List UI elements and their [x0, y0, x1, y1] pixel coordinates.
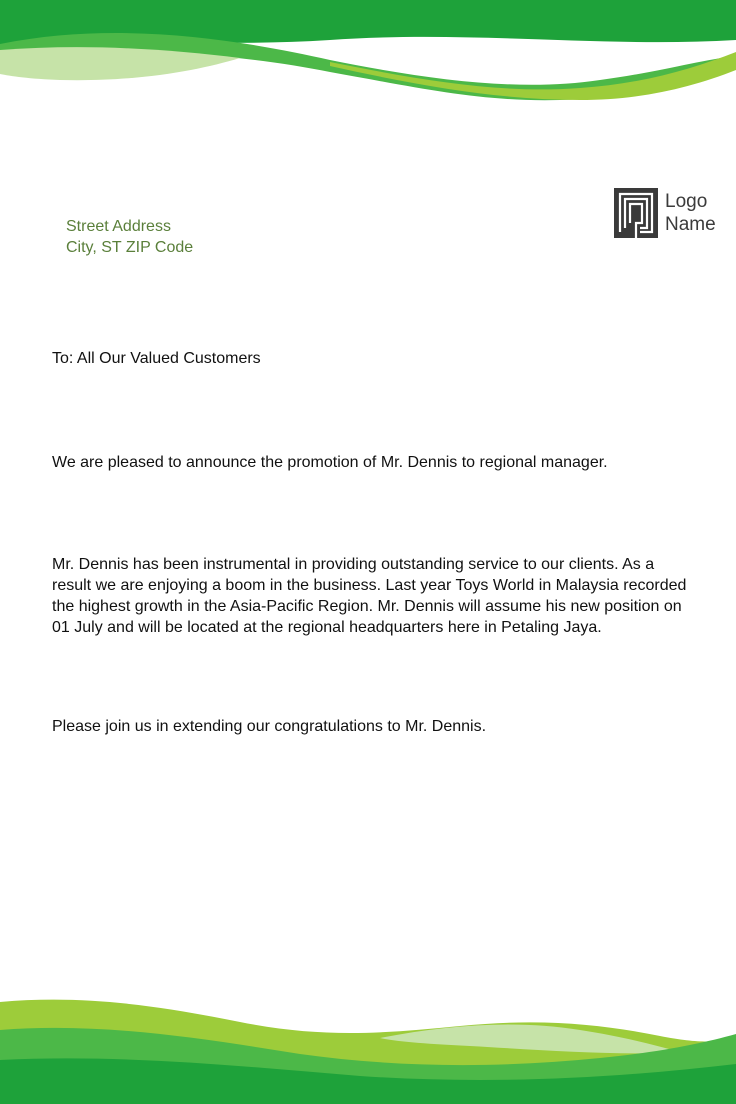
body-paragraph: Mr. Dennis has been instrumental in providing outstanding service to our clients. As a result we are enjoying a boom in the business. Last year Toys World in Malaysia recorded the highest growth in the Asia-Pacific Region. Mr. Dennis will assume his new position on 01 July and will be located at the regional headquarters here in Petaling Jaya. — [52, 556, 687, 636]
announcement-paragraph: We are pleased to announce the promotion of Mr. Dennis to regional manager. — [52, 454, 608, 471]
bottom-wave-banner — [0, 994, 736, 1104]
city-state-zip: City, ST ZIP Code — [66, 239, 194, 256]
top-wave-banner — [0, 0, 736, 110]
street-address: Street Address — [66, 218, 171, 235]
logo-line-1: Logo — [665, 191, 708, 212]
sender-address — [66, 216, 193, 258]
logo-wordmark — [665, 190, 716, 236]
maze-logo-icon — [614, 188, 658, 238]
company-logo — [614, 188, 716, 238]
closing-paragraph: Please join us in extending our congratulations to Mr. Dennis. — [52, 718, 487, 735]
recipient-line: To: All Our Valued Customers — [52, 350, 261, 367]
logo-line-2: Name — [665, 214, 716, 235]
